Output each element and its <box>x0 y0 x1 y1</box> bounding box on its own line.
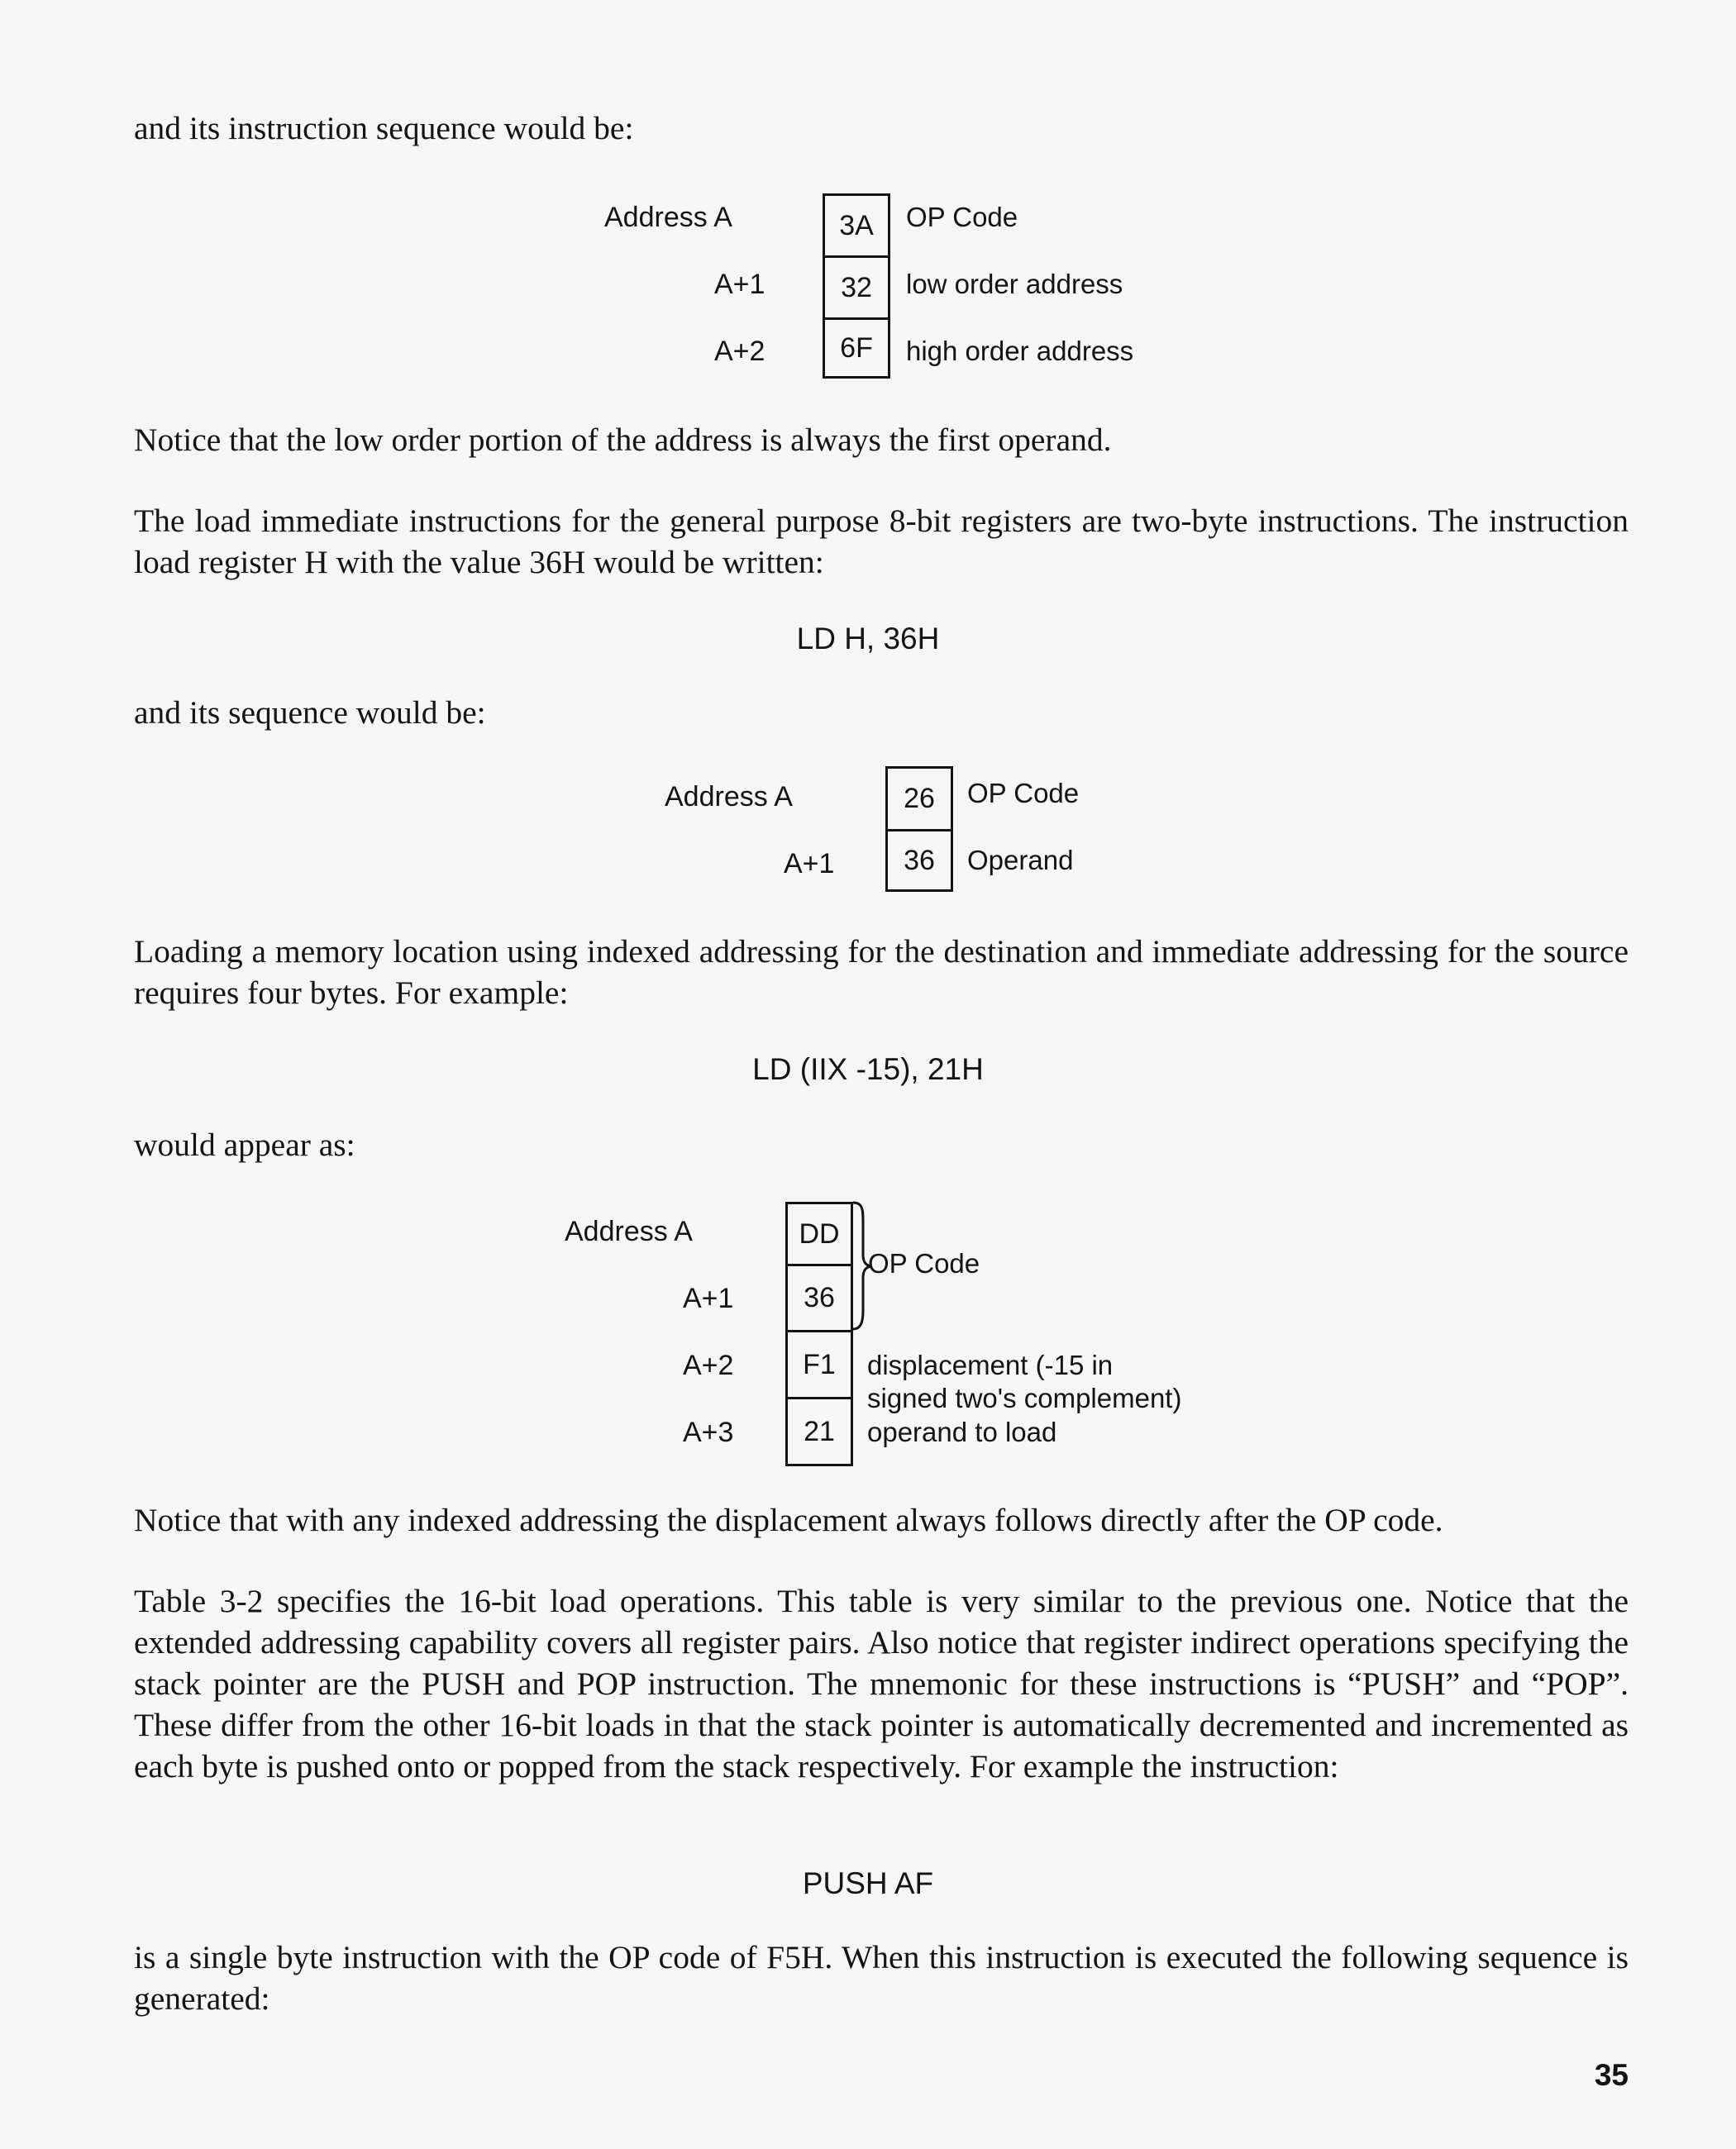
byte-cell: DD <box>785 1202 853 1266</box>
code-ld-h: LD H, 36H <box>796 622 940 655</box>
paragraph-load-immediate: The load immediate instructions for the general purpose 8-bit registers are two-byte instructions. The instruction load register H with the value 36H would be written: <box>134 503 1629 580</box>
paragraph-displacement-note: Notice that with any indexed addressing the displacement always follows directly after the OP code. <box>134 1502 1443 1538</box>
byte-cell: F1 <box>785 1330 853 1399</box>
page-number: 35 <box>1594 2058 1629 2092</box>
address-label: A+1 <box>714 269 765 300</box>
byte-cell: 36 <box>885 829 953 892</box>
byte-description: high order address <box>906 336 1134 366</box>
address-label: A+2 <box>683 1350 734 1381</box>
code-push-af: PUSH AF <box>802 1866 934 1900</box>
address-label: Address A <box>604 202 732 233</box>
displacement-label: signed two's complement) <box>867 1383 1182 1413</box>
byte-cell: 3A <box>823 193 890 258</box>
byte-cell: 32 <box>823 255 890 320</box>
code-ld-ix: LD (IIX -15), 21H <box>752 1052 984 1086</box>
displacement-label: displacement (-15 in <box>867 1350 1114 1380</box>
address-label: Address A <box>665 781 793 812</box>
address-label: A+3 <box>683 1417 734 1448</box>
paragraph-push-description: is a single byte instruction with the OP code of F5H. When this instruction is executed the following sequence is generated: <box>134 1939 1629 2017</box>
paragraph-intro-sequence: and its instruction sequence would be: <box>134 110 634 146</box>
opcode-label: OP Code <box>868 1248 980 1279</box>
paragraph-16bit-loads: Table 3-2 specifies the 16-bit load operations. This table is very similar to the previous one. Notice that the extended addressing capability covers all register pairs. Also notice that register indirect operations specifying the stack pointer are the PUSH and POP instruction. The mnemonic for these instructions is “PUSH” and “POP”. These differ from the other 16-bit loads in that the stack pointer is automatically decremented and incremented as each byte is pushed onto or popped from the stack respectively. For example the instruction: <box>134 1583 1629 1784</box>
paragraph-would-appear: would appear as: <box>134 1127 355 1163</box>
address-label: Address A <box>565 1216 693 1247</box>
address-label: A+1 <box>683 1283 734 1314</box>
paragraph-indexed-load: Loading a memory location using indexed addressing for the destination and immediate addressing for the source requires four bytes. For example: <box>134 933 1629 1011</box>
byte-description: OP Code <box>906 202 1018 232</box>
address-label: A+2 <box>714 336 765 367</box>
byte-cell: 36 <box>785 1264 853 1332</box>
byte-description: Operand <box>967 845 1074 875</box>
byte-cell: 6F <box>823 317 890 379</box>
byte-description: OP Code <box>967 778 1080 808</box>
paragraph-its-sequence: and its sequence would be: <box>134 694 486 731</box>
operand-label: operand to load <box>867 1417 1057 1447</box>
byte-cell: 26 <box>885 766 953 831</box>
address-label: A+1 <box>784 848 835 879</box>
byte-cell: 21 <box>785 1397 853 1466</box>
byte-description: low order address <box>906 269 1123 299</box>
paragraph-low-order-note: Notice that the low order portion of the address is always the first operand. <box>134 422 1112 458</box>
